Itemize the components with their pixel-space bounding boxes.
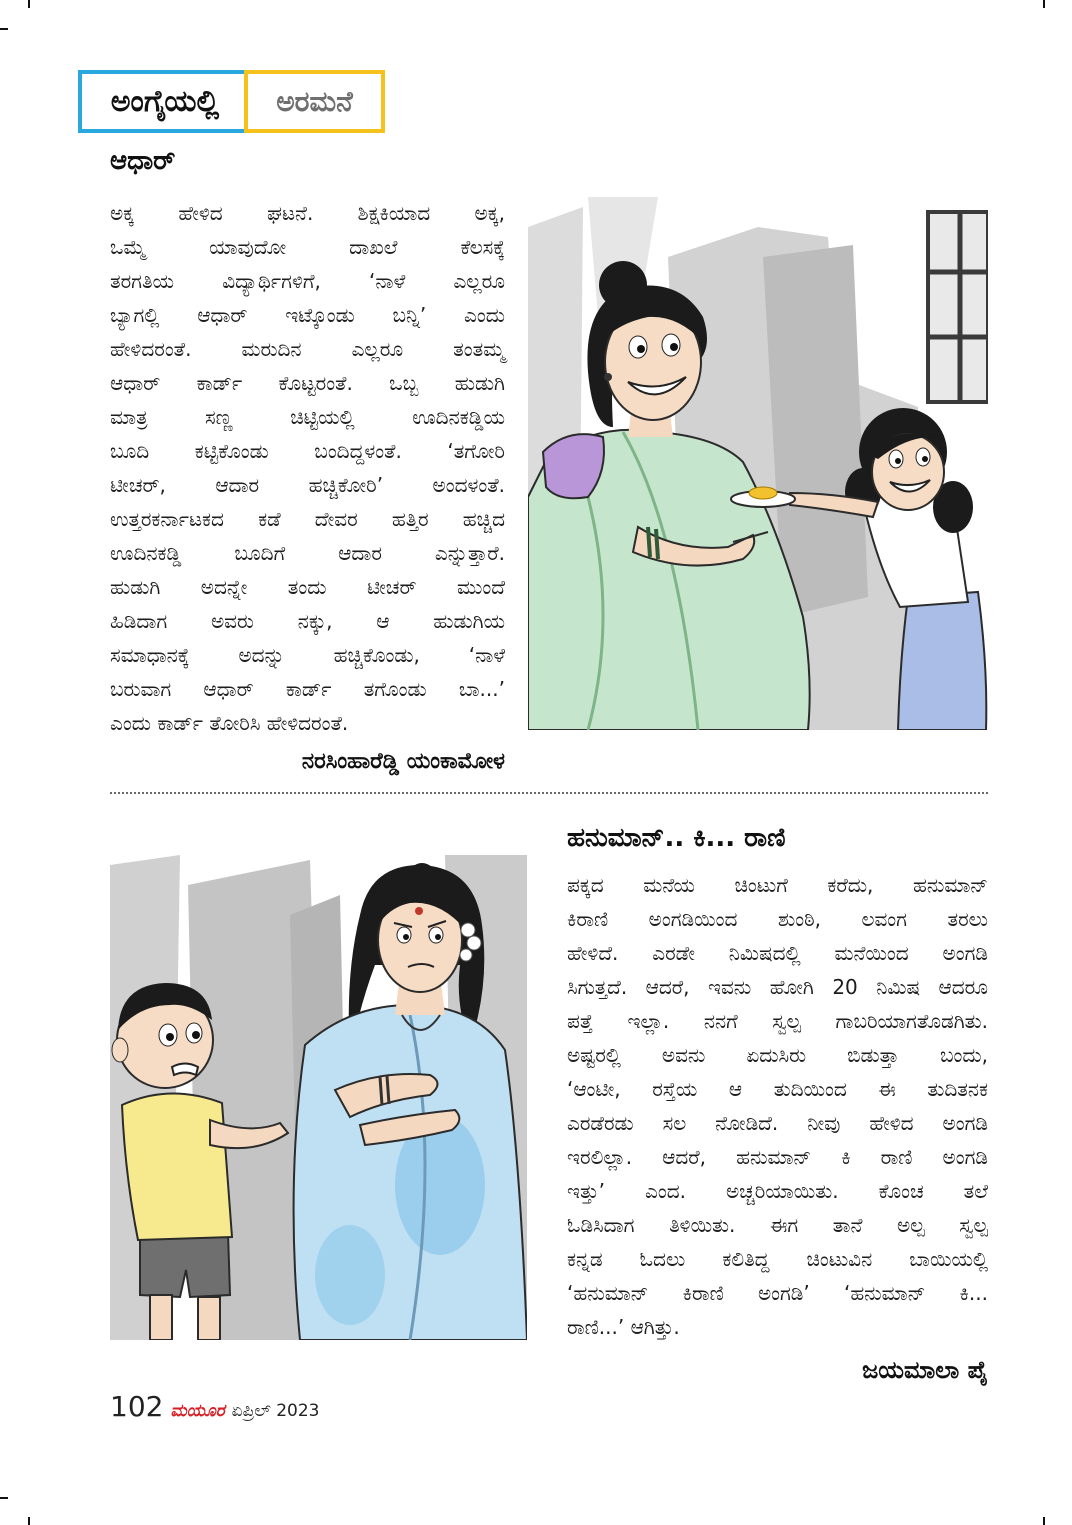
magazine-logo: ಮಯೂರ [170, 1401, 225, 1421]
story1-line: ಬರುವಾಗ ಆಧಾರ್ ಕಾರ್ಡ್ ತಗೊಂಡು ಬಾ...’ [110, 677, 505, 701]
story1-line: ಊದಿನಕಡ್ಡಿ ಬೂದಿಗೆ ಆದಾರ ಎನ್ನುತ್ತಾರೆ. [110, 541, 505, 565]
ear [112, 1038, 128, 1062]
illustration-hanuman-kirani [110, 855, 527, 1340]
story1-line: ಸಮಾಧಾನಕ್ಕೆ ಅದನ್ನು ಹಚ್ಚಿಕೊಂಡು, ‘ನಾಳೆ [110, 643, 505, 667]
section-divider [110, 792, 988, 794]
earring [604, 373, 612, 381]
bangle [648, 527, 650, 557]
story1-line: ಆಧಾರ್ ಕಾರ್ಡ್ ಕೊಟ್ಟರಂತೆ. ಒಬ್ಬ ಹುಡುಗಿ [110, 371, 505, 395]
hair-bun [408, 863, 436, 891]
pupil [670, 343, 678, 351]
hair-bun [599, 261, 647, 309]
page-footer [110, 1390, 319, 1423]
story2-line: ಕನ್ನಡ ಓದಲು ಕಲಿತಿದ್ದ ಚಿಂಟುವಿನ ಬಾಯಿಯಲ್ಲಿ [567, 1247, 988, 1271]
story1-line: ಮಾತ್ರ ಸಣ್ಣ ಚಿಟ್ಟಿಯಲ್ಲಿ ಊದಿನಕಡ್ಡಿಯ [110, 405, 505, 429]
bangle [387, 1076, 389, 1104]
story1-line: ಹೇಳಿದರಂತೆ. ಮರುದಿನ ಎಲ್ಲರೂ ತಂತಮ್ಮ [110, 337, 505, 361]
story2-line: ಓಡಿಸಿದಾಗ ತಿಳಿಯಿತು. ಈಗ ತಾನೆ ಅಲ್ಪ ಸ್ವಲ್ಪ [567, 1213, 988, 1237]
story2-line: ಎರಡೆರಡು ಸಲ ನೋಡಿದೆ. ನೀವು ಹೇಳಿದ ಅಂಗಡಿ [567, 1111, 988, 1135]
story1-line: ಬ್ಯಾಗಲ್ಲಿ ಆಧಾರ್ ಇಟ್ಕೊಂಡು ಬನ್ನಿ’ ಎಂದು [110, 303, 505, 327]
page-number: 102 [110, 1390, 164, 1423]
story2-line: ಪಕ್ಕದ ಮನೆಯ ಚಿಂಟುಗೆ ಕರೆದು, ಹನುಮಾನ್ [567, 873, 988, 897]
story1-line: ಉತ್ತರಕರ್ನಾಟಕದ ಕಡೆ ದೇವರ ಹತ್ತಿರ ಹಚ್ಚಿದ [110, 507, 505, 531]
mouth [172, 1064, 198, 1076]
section-header-part1: ಅಂಗೈಯಲ್ಲಿ [78, 70, 248, 133]
shirt [122, 1093, 232, 1240]
story1-line: ಒಮ್ಮೆ ಯಾವುದೋ ದಾಖಲೆ ಕೆಲಸಕ್ಕೆ [110, 235, 505, 259]
pupil [435, 934, 441, 940]
flower [460, 949, 472, 961]
food [749, 487, 777, 499]
story1-line: ಹಿಡಿದಾಗ ಅವರು ನಕ್ಕು, ಆ ಹುಡುಗಿಯ [110, 609, 505, 633]
bindi [415, 907, 423, 915]
story2-line: ‘ಆಂಟೀ, ರಸ್ತೆಯ ಆ ತುದಿಯಿಂದ ಈ ತುದಿತನಕ [567, 1077, 988, 1101]
bangle [656, 529, 658, 559]
story1-title: ಆಧಾರ್ [110, 146, 176, 176]
flower [467, 936, 481, 950]
story2-line: ‘ಹನುಮಾನ್ ಕಿರಾಣಿ ಅಂಗಡಿ’ ‘ಹನುಮಾನ್ ಕಿ... [567, 1281, 988, 1305]
story1-line: ಅಕ್ಕ ಹೇಳಿದ ಘಟನೆ. ಶಿಕ್ಷಕಿಯಾದ ಅಕ್ಕ, [110, 201, 505, 225]
pupil [192, 1031, 200, 1039]
leg [198, 1297, 220, 1340]
skirt [898, 592, 986, 730]
crop-mark [1043, 0, 1045, 8]
story2-author: ಜಯಮಾಲಾ ಪೈ [862, 1356, 988, 1384]
story1-line: ಬೂದಿ ಕಟ್ಟಿಕೊಂಡು ಬಂದಿದ್ದಳಂತೆ. ‘ತಗೋರಿ [110, 439, 505, 463]
story2-line: ರಾಣಿ...’ ಆಗಿತ್ತು. [567, 1315, 680, 1339]
bangle [380, 1077, 382, 1105]
story1-line: ಹುಡುಗಿ ಅದನ್ನೇ ತಂದು ಟೀಚರ್ ಮುಂದೆ [110, 575, 505, 599]
crop-mark [0, 1497, 8, 1499]
crop-mark [1043, 1517, 1045, 1525]
saree-pattern [315, 1225, 385, 1325]
leg [150, 1295, 172, 1340]
pupil [922, 456, 928, 462]
pupil [637, 345, 645, 353]
story2-line: ಸಿಗುತ್ತದೆ. ಆದರೆ, ಇವನು ಹೋಗಿ 20 ನಿಮಿಷ ಆದರೂ [567, 975, 988, 999]
story1-body [110, 196, 505, 740]
crop-mark [0, 28, 8, 30]
story1-line: ಎಂದು ಕಾರ್ಡ್ ತೋರಿಸಿ ಹೇಳಿದರಂತೆ. [110, 711, 349, 735]
illustration-aadhaar [528, 197, 988, 730]
story2-line: ಪತ್ತೆ ಇಲ್ಲಾ. ನನಗೆ ಸ್ವಲ್ಪ ಗಾಬರಿಯಾಗತೊಡಗಿತು. [567, 1009, 988, 1033]
story2-line: ಅಷ್ಟರಲ್ಲಿ ಅವನು ಏದುಸಿರು ಬಿಡುತ್ತಾ ಬಂದು, [567, 1043, 988, 1067]
story2-line: ಇತ್ತು’ ಎಂದ. ಅಚ್ಚರಿಯಾಯಿತು. ಕೊಂಚ ತಲೆ [567, 1179, 988, 1203]
story1-line: ಟೀಚರ್, ಆದಾರ ಹಚ್ಚಿಕೋರಿ’ ಅಂದಳಂತೆ. [110, 473, 505, 497]
story2-line: ಹೇಳಿದೆ. ಎರಡೇ ನಿಮಿಷದಲ್ಲಿ ಮನೆಯಿಂದ ಅಂಗಡಿ [567, 941, 988, 965]
crop-mark [28, 0, 30, 8]
issue-date: ಏಪ್ರಿಲ್ 2023 [231, 1401, 320, 1421]
pupil [403, 934, 409, 940]
blouse-sleeve [543, 434, 604, 498]
flower [461, 923, 475, 937]
story1-author: ನರಸಿಂಹಾರೆಡ್ಡಿ ಯಂಕಾಮೋಳ [301, 749, 505, 774]
story1-line: ತರಗತಿಯ ವಿದ್ಯಾರ್ಥಿಗಳಿಗೆ, ‘ನಾಳೆ ಎಲ್ಲರೂ [110, 269, 505, 293]
story2-line: ಇರಲಿಲ್ಲಾ. ಆದರೆ, ಹನುಮಾನ್ ಕಿ ರಾಣಿ ಅಂಗಡಿ [567, 1145, 988, 1169]
story2-line: ಕಿರಾಣಿ ಅಂಗಡಿಯಿಂದ ಶುಂಠಿ, ಲವಂಗ ತರಲು [567, 907, 988, 931]
story2-title: ಹನುಮಾನ್.. ಕಿ... ರಾಣಿ [567, 823, 786, 853]
pupil [166, 1033, 174, 1041]
story2-body [567, 868, 988, 1344]
section-header-part2: ಅರಮನೆ [244, 70, 385, 133]
pupil [895, 458, 901, 464]
window [928, 212, 988, 402]
crop-mark [28, 1517, 30, 1525]
